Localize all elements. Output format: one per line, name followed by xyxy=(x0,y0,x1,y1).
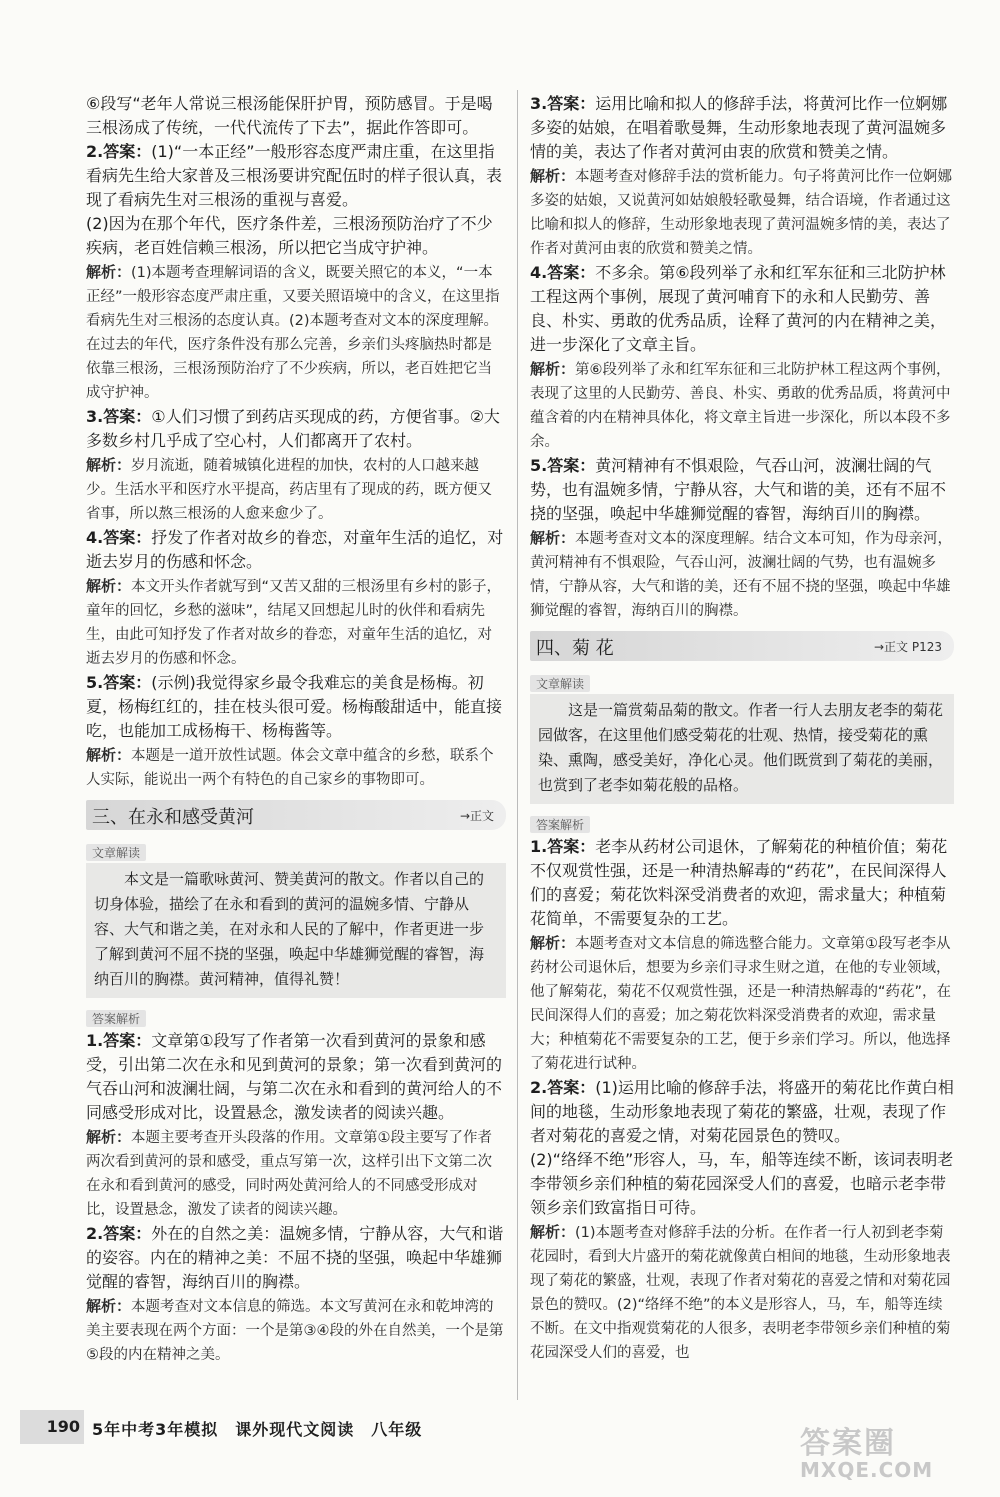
q4-analysis-label: 解析： xyxy=(86,577,132,595)
s3q1-label: 答案： xyxy=(103,1031,152,1050)
s4q1-analysis-text: 本题考查对文本信息的筛选整合能力。文章第①段写老李从药材公司退休后，想要为乡亲们寻求生财之道，在他的专业领域，他了解菊花，菊花不仅观赏性强，还是一种清热解毒的“药花”，在民间深得人们的喜爱；加之菊花饮料深受消费者的欢迎，需求量大；种植菊花不需要复杂的工艺，便于乡亲们学习。所以，他选择了菊花进行试种。 xyxy=(530,936,952,1072)
s3q1-analysis xyxy=(86,1125,506,1222)
q5-analysis-label: 解析： xyxy=(86,746,132,764)
s4q1-analysis xyxy=(530,931,954,1076)
q2-answer xyxy=(86,140,506,212)
section4-header xyxy=(530,631,954,661)
q3-analysis-label: 解析： xyxy=(86,456,132,474)
q3-analysis xyxy=(86,453,506,526)
q3-answer xyxy=(86,405,506,453)
s4q2-analysis-label: 解析： xyxy=(530,1223,576,1241)
section3-sublabel-reading: 文章解读 xyxy=(86,844,146,861)
section3-intro: 本文是一篇歌咏黄河、赞美黄河的散文。作者以自己的切身体验，描绘了在永和看到的黄河的温婉多情、宁静从容、大气和谐之美，在对永和人民的了解中，作者更进一步了解到黄河不屈不挠的坚强，唤起中华雄狮觉醒的睿智，海纳百川的胸襟。黄河精神，值得礼赞！ xyxy=(86,863,506,998)
s4q2-answer xyxy=(530,1076,954,1148)
section4-sublabel-answers: 答案解析 xyxy=(530,816,590,833)
r-q5-label: 答案： xyxy=(547,456,596,475)
item1-continuation xyxy=(86,92,506,140)
r-q4-answer xyxy=(530,261,954,357)
section4-title: 四、菊 花 xyxy=(536,638,614,659)
q4-number: 4. xyxy=(86,528,104,547)
s4q1-number: 1. xyxy=(530,837,548,856)
q5-number: 5. xyxy=(86,673,104,692)
q4-answer xyxy=(86,526,506,574)
q5-text: (示例)我觉得家乡最令我难忘的美食是杨梅。初夏，杨梅红红的，挂在枝头很可爱。杨梅酸甜适中，能直接吃，也能加工成杨梅干、杨梅酱等。 xyxy=(86,673,503,740)
r-q5-analysis-label: 解析： xyxy=(530,529,576,547)
page-footer xyxy=(20,1410,500,1446)
section3-tag: →正文 xyxy=(459,809,494,823)
q2-analysis xyxy=(86,260,506,405)
s4q1-text: 老李从药材公司退休，了解菊花的种植价值；菊花不仅观赏性强，还是一种清热解毒的“药花”，在民间深得人们的喜爱；菊花饮料深受消费者的欢迎，需求量大；种植菊花简单，不需要复杂的工艺。 xyxy=(530,837,948,928)
q5-label: 答案： xyxy=(103,673,152,692)
q4-analysis xyxy=(86,574,506,671)
r-q5-analysis-text: 本题考查对文本的深度理解。结合文本可知，作为母亲河，黄河精神有不惧艰险，气吞山河，波澜壮阔的气势，也有温婉多情，宁静从容，大气和谐的美，还有不屈不挠的坚强，唤起中华雄狮觉醒的睿智，海纳百川的胸襟。 xyxy=(530,531,953,619)
section3-sublabel-answers: 答案解析 xyxy=(86,1010,146,1027)
s3q1-text: 文章第①段写了作者第一次看到黄河的景象和感受，引出第二次在永和见到黄河的景象；第一次看到黄河的气吞山河和波澜壮阔，与第二次在永和看到的黄河给人的不同感受形成对比，设置悬念，激发读者的阅读兴趣。 xyxy=(86,1031,503,1122)
s3q2-answer xyxy=(86,1222,506,1294)
right-column xyxy=(530,92,954,1365)
q5-analysis-text: 本题是一道开放性试题。体会文章中蕴含的乡愁，联系个人实际，能说出一两个有特色的自己家乡的事物即可。 xyxy=(86,748,494,788)
r-q4-label: 答案： xyxy=(547,263,596,282)
q2-number: 2. xyxy=(86,142,104,161)
s4q2-analysis-text: (1)本题考查对修辞手法的分析。在作者一行人初到老李菊花园时，看到大片盛开的菊花就像黄白相间的地毯，生动形象地表现了菊花的繁盛，壮观，表现了作者对菊花的喜爱之情和对菊花园景色的赞叹。(2)“络绎不绝”的本义是形容人，马，车，船等连续不断。在文中指观赏菊花的人很多，表明老李带领乡亲们种植的菊花园深受人们的喜爱，也 xyxy=(530,1225,951,1361)
r-q3-label: 答案： xyxy=(547,94,596,113)
s3q2-analysis-label: 解析： xyxy=(86,1297,132,1315)
s3q2-analysis-text: 本题考查对文本信息的筛选。本文写黄河在永和乾坤湾的美主要表现在两个方面：一个是第③④段的外在自然美，一个是第⑤段的内在精神之美。 xyxy=(86,1299,504,1363)
s4q2-label: 答案： xyxy=(547,1078,596,1097)
q2-label: 答案： xyxy=(103,142,152,161)
r-q3-text: 运用比喻和拟人的修辞手法，将黄河比作一位婀娜多姿的姑娘，在唱着歌曼舞，生动形象地表现了黄河温婉多情的美，表达了作者对黄河由衷的欣赏和赞美之情。 xyxy=(530,94,948,161)
s3q2-number: 2. xyxy=(86,1224,104,1243)
q3-number: 3. xyxy=(86,407,104,426)
s4q2-text: (1)运用比喻的修辞手法，将盛开的菊花比作黄白相间的地毯，生动形象地表现了菊花的繁盛，壮观，表现了作者对菊花的喜爱之情，对菊花园景色的赞叹。 xyxy=(530,1078,954,1145)
watermark-logo: 答案圈 xyxy=(800,1426,896,1461)
section4-intro: 这是一篇赏菊品菊的散文。作者一行人去朋友老李的菊花园做客，在这里他们感受菊花的壮观、热情，接受菊花的熏染、熏陶，感受美好，净化心灵。他们既赏到了菊花的美丽，也赏到了老李如菊花般的品格。 xyxy=(530,694,954,804)
q4-text: 抒发了作者对故乡的眷恋，对童年生活的追忆，对逝去岁月的伤感和怀念。 xyxy=(86,528,504,571)
book-title: 5年中考3年模拟 课外现代文阅读 八年级 xyxy=(92,1420,423,1439)
s3q1-answer xyxy=(86,1029,506,1125)
s4q1-analysis-label: 解析： xyxy=(530,934,576,952)
q3-analysis-text: 岁月流逝，随着城镇化进程的加快，农村的人口越来越少。生活水平和医疗水平提高，药店里有了现成的药，既方便又省事，所以熬三根汤的人愈来愈少了。 xyxy=(86,458,492,522)
section3-header xyxy=(86,800,506,830)
item1-text: ⑥段写“老年人常说三根汤能保肝护胃，预防感冒。于是喝三根汤成了传统，一代代流传了下去”，据此作答即可。 xyxy=(86,94,493,137)
s3q1-analysis-text: 本题主要考查开头段落的作用。文章第①段主要写了作者两次看到黄河的景和感受，重点写第一次，这样引出下文第二次在永和看到黄河的感受，同时两处黄河给人的不同感受形成对比，设置悬念，激发了读者的阅读兴趣。 xyxy=(86,1130,493,1218)
r-q3-analysis-text: 本题考查对修辞手法的赏析能力。句子将黄河比作一位婀娜多姿的姑娘，又说黄河如姑娘般轻歌曼舞，结合语境，作者通过这比喻和拟人的修辞，生动形象地表现了黄河温婉多情的美，表达了作者对黄河由衷的欣赏和赞美之情。 xyxy=(530,169,953,257)
r-q3-analysis-label: 解析： xyxy=(530,167,576,185)
watermark xyxy=(800,1418,980,1488)
s4q2-number: 2. xyxy=(530,1078,548,1097)
r-q4-analysis xyxy=(530,357,954,454)
r-q4-analysis-label: 解析： xyxy=(530,360,576,378)
section4-tag: →正文 P123 xyxy=(873,640,942,654)
s4q1-label: 答案： xyxy=(547,837,596,856)
q3-text: ①人们习惯了到药店买现成的药，方便省事。②大多数乡村几乎成了空心村，人们都离开了农村。 xyxy=(86,407,500,450)
r-q5-number: 5. xyxy=(530,456,548,475)
s4q2-analysis xyxy=(530,1220,954,1365)
q4-analysis-text: 本文开头作者就写到“又苦又甜的三根汤里有乡村的影子，童年的回忆，乡愁的滋味”，结尾又回想起儿时的伙伴和看病先生，由此可知抒发了作者对故乡的眷恋，对童年生活的追忆，对逝去岁月的伤感和怀念。 xyxy=(86,579,502,667)
r-q4-text: 不多余。第⑥段列举了永和红军东征和三北防护林工程这两个事例，展现了黄河哺育下的永和人民勤劳、善良、朴实、勇敢的优秀品质，诠释了黄河的内在精神之美，进一步深化了文章主旨。 xyxy=(530,263,947,354)
r-q5-text: 黄河精神有不惧艰险，气吞山河，波澜壮阔的气势，也有温婉多情，宁静从容，大气和谐的美，还有不屈不挠的坚强，唤起中华雄狮觉醒的睿智，海纳百川的胸襟。 xyxy=(530,456,947,523)
page-number: 190 xyxy=(20,1410,84,1444)
watermark-url: MXQE.COM xyxy=(800,1458,934,1482)
s4q1-answer xyxy=(530,835,954,931)
s4q2-text2: (2)“络绎不绝”形容人，马，车，船等连续不断，该词表明老李带领乡亲们种植的菊花园深受人们的喜爱，也暗示老李带领乡亲们致富指日可待。 xyxy=(530,1150,954,1217)
s3q1-number: 1. xyxy=(86,1031,104,1050)
r-q3-number: 3. xyxy=(530,94,548,113)
left-column xyxy=(86,92,506,1367)
r-q4-analysis-text: 第⑥段列举了永和红军东征和三北防护林工程这两个事例，表现了这里的人民勤劳、善良、朴实、勇敢的优秀品质，将黄河中蕴含着的内在精神具体化，将文章主旨进一步深化，所以本段不多余。 xyxy=(530,362,951,450)
q2-text: (1)“一本正经”一般形容态度严肃庄重，在这里指看病先生给大家普及三根汤要讲究配伍时的样子很认真，表现了看病先生对三根汤的重视与喜爱。 xyxy=(86,142,503,209)
r-q5-answer xyxy=(530,454,954,526)
q2-analysis-label: 解析： xyxy=(86,263,132,281)
r-q3-answer xyxy=(530,92,954,164)
section3-title: 三、在永和感受黄河 xyxy=(92,807,254,828)
s4q2-answer-part2 xyxy=(530,1148,954,1220)
q2-answer-part2 xyxy=(86,212,506,260)
q5-analysis xyxy=(86,743,506,792)
q3-label: 答案： xyxy=(103,407,152,426)
column-divider xyxy=(517,90,518,1400)
s3q2-analysis xyxy=(86,1294,506,1367)
q2-analysis-text: (1)本题考查理解词语的含义，既要关照它的本义，“一本正经”一般形容态度严肃庄重，又要关照语境中的含义，在这里指看病先生对三根汤的态度认真。(2)本题考查对文本的深度理解。在过去的年代，医疗条件没有那么完善，乡亲们头疼脑热时都是依靠三根汤，三根汤预防治疗了不少疾病，所以，老百姓把它当成守护神。 xyxy=(86,265,500,401)
q4-label: 答案： xyxy=(103,528,152,547)
section4-sublabel-reading: 文章解读 xyxy=(530,675,590,692)
r-q4-number: 4. xyxy=(530,263,548,282)
q2-text2: (2)因为在那个年代，医疗条件差，三根汤预防治疗了不少疾病，老百姓信赖三根汤，所以把它当成守护神。 xyxy=(86,214,493,257)
s3q2-text: 外在的自然之美：温婉多情，宁静从容，大气和谐的姿容。内在的精神之美：不屈不挠的坚强，唤起中华雄狮觉醒的睿智，海纳百川的胸襟。 xyxy=(86,1224,504,1291)
r-q5-analysis xyxy=(530,526,954,623)
s3q1-analysis-label: 解析： xyxy=(86,1128,132,1146)
r-q3-analysis xyxy=(530,164,954,261)
q5-answer xyxy=(86,671,506,743)
s3q2-label: 答案： xyxy=(103,1224,152,1243)
